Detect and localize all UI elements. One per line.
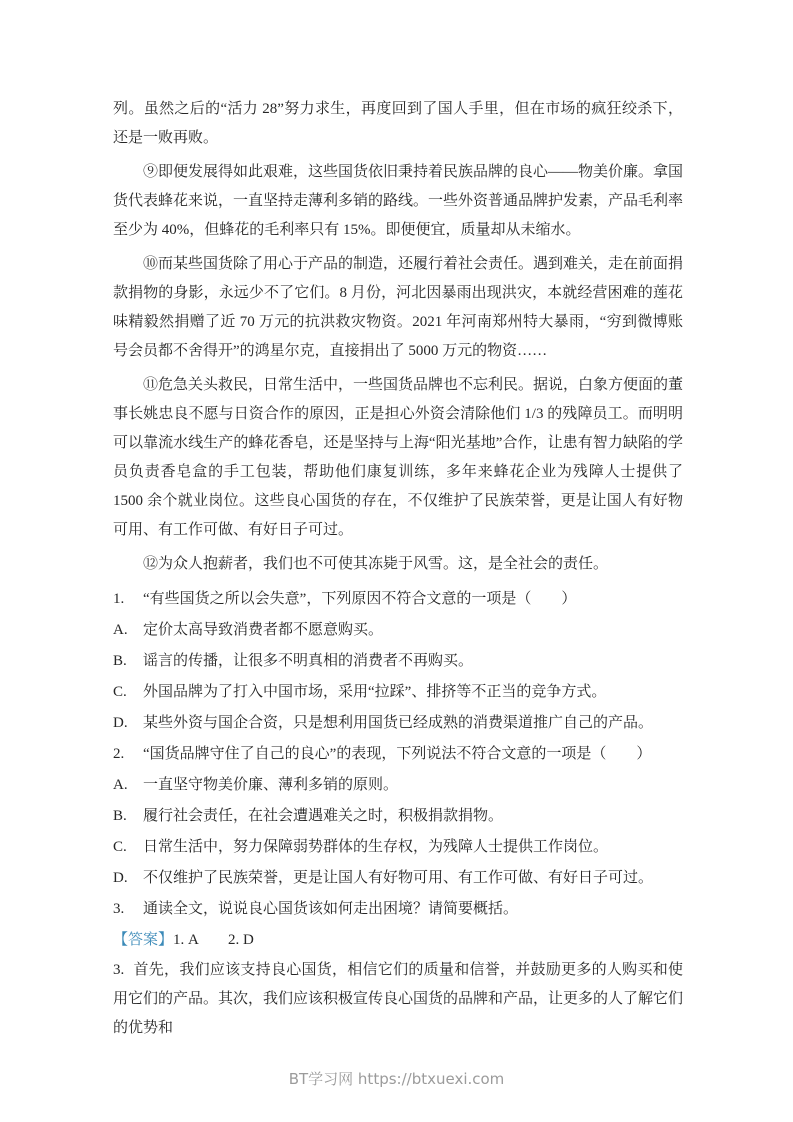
- answer-line: [113, 925, 683, 956]
- document-content: [113, 95, 683, 1043]
- option-text: 外国品牌为了打入中国市场，采用“拉踩”、排挤等不正当的竞争方式。: [143, 684, 607, 700]
- option-label: B.: [113, 808, 127, 824]
- option-text: 不仅维护了民族荣誉，更是让国人有好物可用、有工作可做、有好日子可过。: [143, 870, 654, 886]
- question-1-stem: [113, 584, 683, 615]
- option-text: 履行社会责任，在社会遭遇难关之时，积极捐款捐物。: [143, 808, 504, 824]
- option-text: 定价太高导致消费者都不愿意购买。: [143, 622, 384, 638]
- option-label: A.: [113, 622, 128, 638]
- option-text: 日常生活中，努力保障弱势群体的生存权，为残障人士提供工作岗位。: [143, 839, 609, 855]
- answer-detail: [113, 956, 683, 1043]
- answer-detail-number: 3.: [113, 962, 125, 978]
- option-text: 一直坚守物美价廉、薄利多销的原则。: [143, 777, 399, 793]
- body-paragraph-10: ⑩而某些国货除了用心于产品的制造，还履行着社会责任。遇到难关，走在前面捐款捐物的身影，永远少不了它们。8 月份，河北因暴雨出现洪灾，本就经营困难的莲花味精毅然捐赠了近 70 万元的抗洪救灾物资。2021 年河南郑州特大暴雨，“穷到微博账号会员都不舍得开”的鸿星尔克，直接捐出了 5000 万元的物资……: [113, 256, 684, 359]
- question-3-text: 通读全文，说说良心国货该如何走出困境？请简要概括。: [143, 901, 519, 917]
- option-label: D.: [113, 870, 128, 886]
- question-1-option-d: [113, 708, 683, 739]
- answer-label: 【答案】: [113, 932, 174, 948]
- body-paragraph-continuation: 列。虽然之后的“活力 28”努力求生，再度回到了国人手里，但在市场的疯狂绞杀下，还是一败再败。: [113, 101, 683, 146]
- question-2-option-b: [113, 801, 683, 832]
- question-1-number: 1.: [113, 591, 125, 607]
- option-label: B.: [113, 653, 127, 669]
- answer-detail-text: 首先，我们应该支持良心国货，相信它们的质量和信誉，并鼓励更多的人购买和使用它们的产品。其次，我们应该积极宣传良心国货的品牌和产品，让更多的人了解它们的优势和: [113, 962, 684, 1036]
- question-2-option-d: [113, 863, 683, 894]
- option-text: 谣言的传播，让很多不明真相的消费者不再购买。: [143, 653, 474, 669]
- question-2-number: 2.: [113, 746, 125, 762]
- answer-choices: 1. A 2. D: [173, 932, 254, 948]
- question-2-option-a: [113, 770, 683, 801]
- question-2-text: “国货品牌守住了自己的良心”的表现，下列说法不符合文意的一项是（ ）: [143, 746, 652, 762]
- question-1-option-c: [113, 677, 683, 708]
- body-paragraph-11: ⑪危急关头救民，日常生活中，一些国货品牌也不忘利民。据说，白象方便面的董事长姚忠良不愿与日资合作的原因，正是担心外资会清除他们 1/3 的残障员工。而明明可以靠流水线生产的蜂花香皂，还是坚持与上海“阳光基地”合作，让患有智力缺陷的学员负责香皂盒的手工包装，帮助他们康复训练，多年来蜂花企业为残障人士提供了 1500 余个就业岗位。这些良心国货的存在，不仅维护了民族荣誉，更是让国人有好物可用、有工作可做、有好日子可过。: [113, 377, 684, 538]
- option-label: C.: [113, 684, 127, 700]
- question-2-stem: [113, 739, 683, 770]
- body-paragraph-9: ⑨即便发展得如此艰难，这些国货依旧秉持着民族品牌的良心——物美价廉。拿国货代表蜂花来说，一直坚持走薄利多销的路线。一些外资普通品牌护发素，产品毛利率至少为 40%，但蜂花的毛利率只有 15%。即便便宜，质量却从未缩水。: [113, 164, 684, 238]
- question-2-option-c: [113, 832, 683, 863]
- question-1-option-b: [113, 646, 683, 677]
- option-label: D.: [113, 715, 128, 731]
- question-1-text: “有些国货之所以会失意”，下列原因不符合文意的一项是（ ）: [143, 591, 577, 607]
- footer-watermark: BT学习网 https://btxuexi.com: [288, 1070, 505, 1088]
- body-paragraph-12: ⑫为众人抱薪者，我们也不可使其冻毙于风雪。这，是全社会的责任。: [143, 556, 609, 572]
- option-label: C.: [113, 839, 127, 855]
- option-text: 某些外资与国企合资，只是想利用国货已经成熟的消费渠道推广自己的产品。: [143, 715, 654, 731]
- question-1-option-a: [113, 615, 683, 646]
- question-3-number: 3.: [113, 901, 125, 917]
- question-3-stem: [113, 894, 683, 925]
- option-label: A.: [113, 777, 128, 793]
